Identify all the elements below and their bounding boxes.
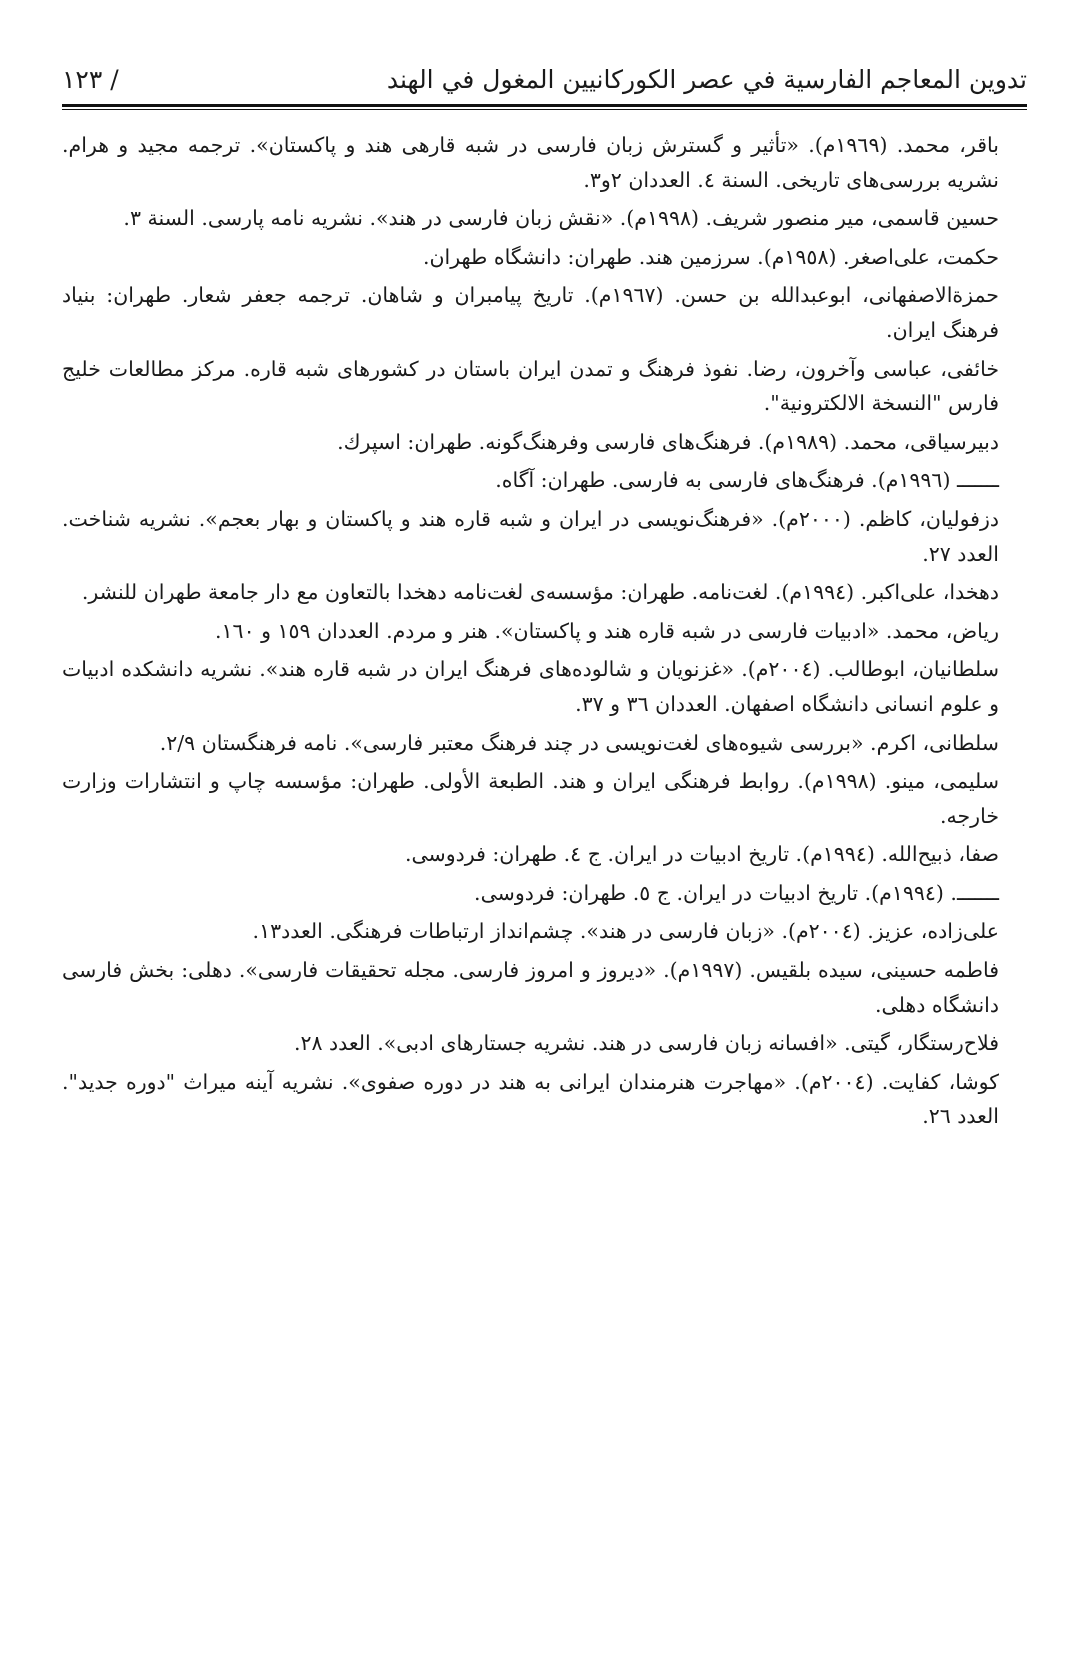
bibliography-entry: علی‌زاده، عزيز. (٢٠٠٤م). «زبان فارسی در هند». چشم‌انداز ارتباطات فرهنگی. العدد١٣. [252, 919, 999, 944]
bibliography-entry: حكمت، علی‌اصغر. (١٩٥٨م). سرزمين هند. طهران: دانشگاه طهران. [422, 244, 999, 269]
page-number: ١٢٣ [62, 65, 103, 94]
bibliography-entry: دهخدا، علی‌اكبر. (١٩٩٤م). لغت‌نامه. طهران: مؤسسه‌ی لغت‌نامه دهخدا بالتعاون مع دار جامعة طهران للنشر. [81, 580, 999, 605]
bibliography-entry: كوشا، كفايت. (٢٠٠٤م). «مهاجرت هنرمندان ايرانی به هند در دوره صفوی». نشريه آينه ميراث "دوره جديد". العدد ٢٦. [62, 1069, 999, 1129]
header-rule [62, 104, 1027, 110]
running-header [62, 50, 1027, 100]
bibliography-entry: حمزةالاصفهانی، ابوعبدالله بن حسن. (١٩٦٧م). تاريخ پيامبران و شاهان. ترجمه جعفر شعار. طهران: بنياد فرهنگ ايران. [62, 283, 999, 342]
bibliography-entry: سليمی، مينو. (١٩٩٨م). روابط فرهنگی ايران و هند. الطبعة الأولى. طهران: مؤسسه چاپ و انتشارات وزارت خارجه. [62, 769, 999, 828]
bibliography-entry: فلاح‌رستگار، گيتی. «افسانه زبان فارسی در هند. نشريه جستارهای ادبی». العدد ٢٨. [293, 1031, 999, 1056]
bibliography-entry: صفا، ذبيح‌الله. (١٩٩٤م). تاريخ ادبيات در ايران. ج ٤. طهران: فردوسی. [404, 842, 999, 867]
bibliography-entry: خائفی، عباسی وآخرون، رضا. نفوذ فرهنگ و تمدن ايران باستان در كشورهای شبه قاره. مركز مطالعات خليج فارس "النسخة الالكترونية". [62, 356, 999, 416]
bibliography-entry: حسين قاسمی، مير منصور شريف. (١٩٩٨م). «نقش زبان فارسی در هند». نشريه نامه پارسی. السنة ٣. [123, 206, 999, 231]
bibliography-entry: ـــــــ. (١٩٩٤م). تاريخ ادبيات در ايران. ج ٥. طهران: فردوسی. [474, 880, 999, 905]
bibliography-entry: سلطانی، اكرم. «بررسی شيوه‌های لغت‌نويسی در چند فرهنگ معتبر فارسی». نامه فرهنگستان ٢/٩. [159, 730, 999, 755]
bibliography-entry: فاطمه حسينی، سيده بلقيس. (١٩٩٧م). «ديروز و امروز فارسی. مجله تحقيقات فارسی». دهلی: بخش فارسی دانشگاه دهلی. [62, 958, 999, 1017]
bibliography-entry: ـــــــ (١٩٩٦م). فرهنگ‌های فارسی به فارسی. طهران: آگاه. [495, 468, 999, 493]
bibliography-entry: سلطانيان، ابوطالب. (٢٠٠٤م). «غزنويان و شالوده‌های فرهنگ ايران در شبه قاره هند». نشريه دانشكده ادبيات و علوم انسانی دانشگاه اصفهان. العددان ٣٦ و ٣٧. [62, 657, 999, 716]
bibliography-entry: دبيرسياقی، محمد. (١٩٨٩م). فرهنگ‌های فارسی وفرهنگ‌گونه. طهران: اسپرك. [337, 429, 999, 454]
bibliography-entry: رياض، محمد. «ادبيات فارسی در شبه قاره هند و پاكستان». هنر و مردم. العددان ١٥٩ و ١٦٠. [215, 618, 999, 643]
bibliography-entry: دزفوليان، كاظم. (٢٠٠٠م). «فرهنگ‌نويسی در ايران و شبه قاره هند و پاكستان و بهار بعجم». نشريه شناخت. العدد ٢٧. [62, 506, 999, 566]
bibliography-entry: باقر، محمد. (١٩٦٩م). «تأثير و گسترش زبان فارسی در شبه قارهی هند و پاكستان». ترجمه مجيد و هرام. نشريه بررسی‌های تاريخی. السنة ٤. العددان ٢و٣. [62, 133, 999, 192]
bibliography-list [62, 128, 1027, 1633]
running-header-title: تدوين المعاجم الفارسية في عصر الكوركانيين المغول في الهند [386, 65, 1027, 94]
header-separator: / [110, 65, 119, 94]
